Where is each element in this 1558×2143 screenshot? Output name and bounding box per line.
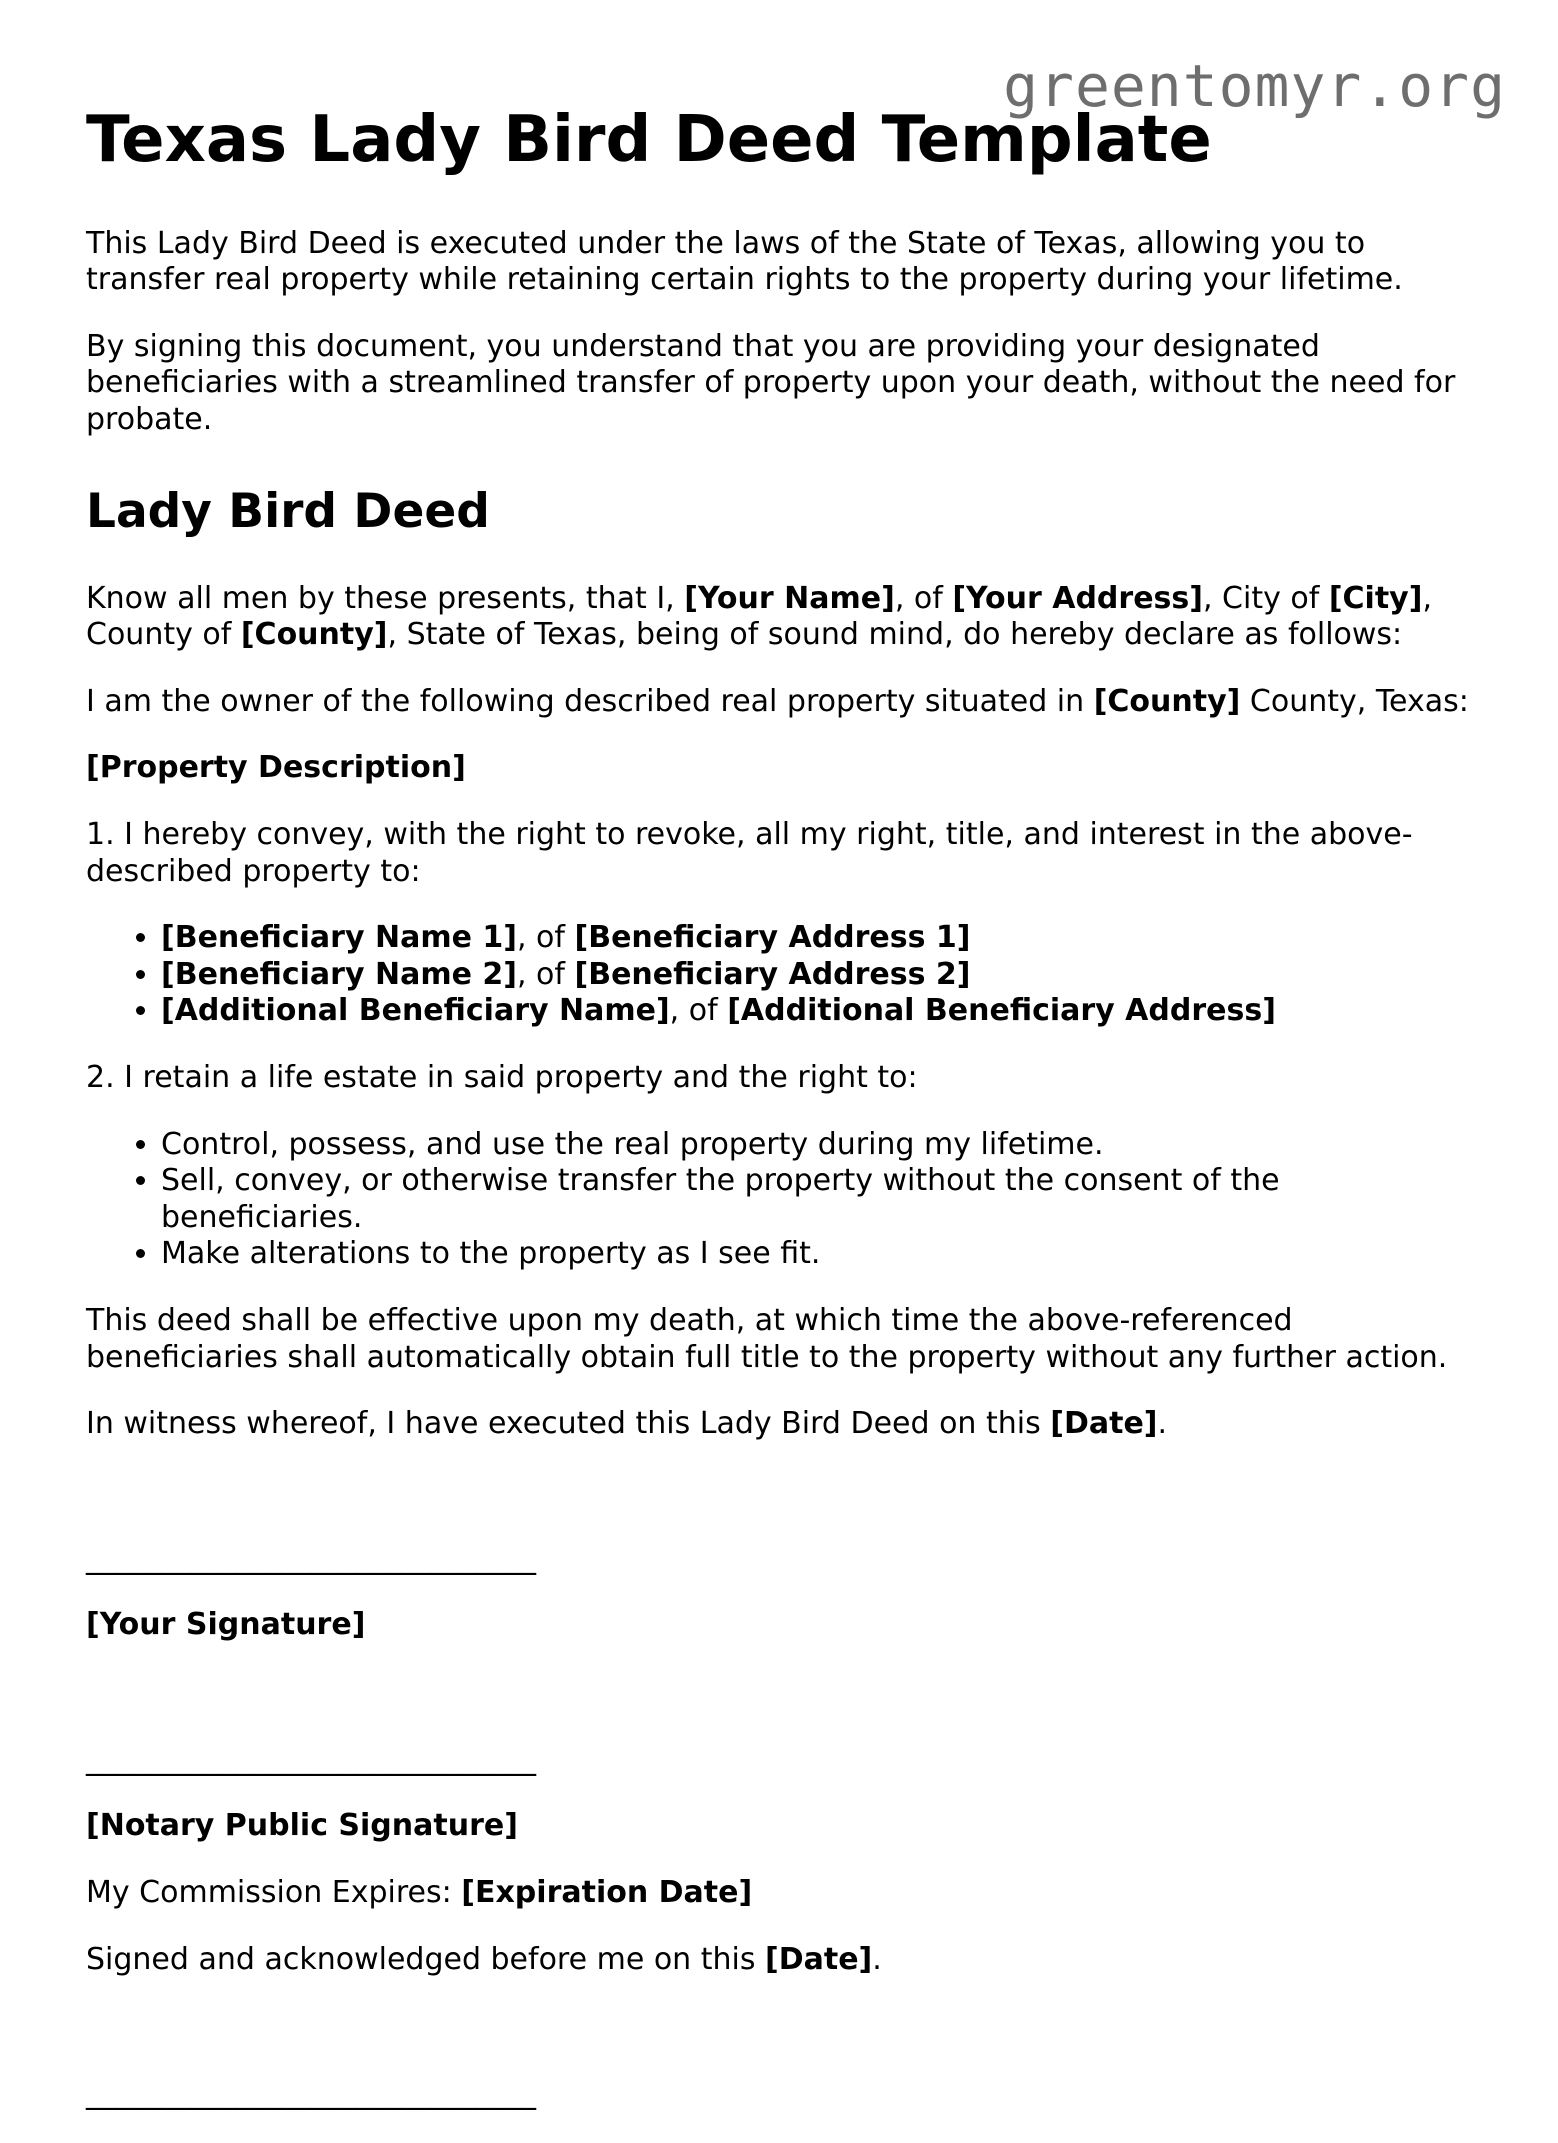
your-signature-label: [Your Signature]	[86, 1607, 366, 1643]
list-item: • Make alterations to the property as I see fit.	[161, 1236, 1486, 1273]
document-body	[86, 104, 1486, 2143]
intro-paragraph-1: This Lady Bird Deed is executed under the laws of the State of Texas, allowing you to transfer real property while retaining certain rights to the property during your lifetime.	[86, 225, 1403, 298]
declaration-paragraph: Know all men by these presents, that I, [Your Name], of [Your Address], City of [City], County of [County], State of Texas, being of sound mind, do hereby declare as follows:	[86, 580, 1432, 653]
list-item: • Sell, convey, or otherwise transfer the property without the consent of the beneficiaries.	[161, 1163, 1486, 1236]
list-item: • Control, possess, and use the real property during my lifetime.	[161, 1127, 1486, 1164]
rights-list	[86, 1127, 1486, 1273]
city-placeholder: [City]	[1328, 580, 1423, 616]
watermark: greentomyr.org	[1003, 52, 1506, 120]
page-title: Texas Lady Bird Deed Template	[86, 103, 1212, 177]
list-item: • [Beneficiary Name 1], of [Beneficiary Address 1]	[161, 920, 1486, 957]
signature-line: ______________________________	[86, 1540, 536, 1576]
beneficiary-list	[86, 920, 1486, 1030]
list-item: • [Beneficiary Name 2], of [Beneficiary Address 2]	[161, 957, 1486, 994]
notary-signature-label: [Notary Public Signature]	[86, 1808, 518, 1844]
expiration-date-placeholder: [Expiration Date]	[461, 1875, 753, 1911]
ownership-paragraph: I am the owner of the following described real property situated in [County] County, Texas:	[86, 683, 1469, 719]
property-description-placeholder: [Property Description]	[86, 750, 466, 786]
county-placeholder: [County]	[1093, 683, 1241, 719]
signature-line: ______________________________	[86, 2076, 536, 2112]
commission-paragraph: My Commission Expires: [Expiration Date]	[86, 1875, 753, 1911]
clause-1: 1. I hereby convey, with the right to revoke, all my right, title, and interest in the above-described property to:	[86, 816, 1413, 889]
your-name-placeholder: [Your Name]	[684, 580, 895, 616]
your-address-placeholder: [Your Address]	[952, 580, 1203, 616]
acknowledged-paragraph: Signed and acknowledged before me on this [Date].	[86, 1941, 882, 1977]
date-placeholder: [Date]	[765, 1941, 873, 1977]
intro-paragraph-2: By signing this document, you understand that you are providing your designated beneficiaries with a streamlined transfer of property upon your death, without the need for probate.	[86, 328, 1456, 437]
county-placeholder: [County]	[240, 617, 388, 653]
date-placeholder: [Date]	[1050, 1406, 1158, 1442]
section-title: Lady Bird Deed	[86, 483, 490, 539]
list-item: • [Additional Beneficiary Name], of [Additional Beneficiary Address]	[161, 993, 1486, 1030]
effective-paragraph: This deed shall be effective upon my death, at which time the above-referenced beneficiaries shall automatically obtain full title to the property without any further action.	[86, 1302, 1448, 1375]
signature-line: ______________________________	[86, 1741, 536, 1777]
witness-paragraph: In witness whereof, I have executed this Lady Bird Deed on this [Date].	[86, 1406, 1168, 1442]
clause-2: 2. I retain a life estate in said property and the right to:	[86, 1059, 918, 1095]
